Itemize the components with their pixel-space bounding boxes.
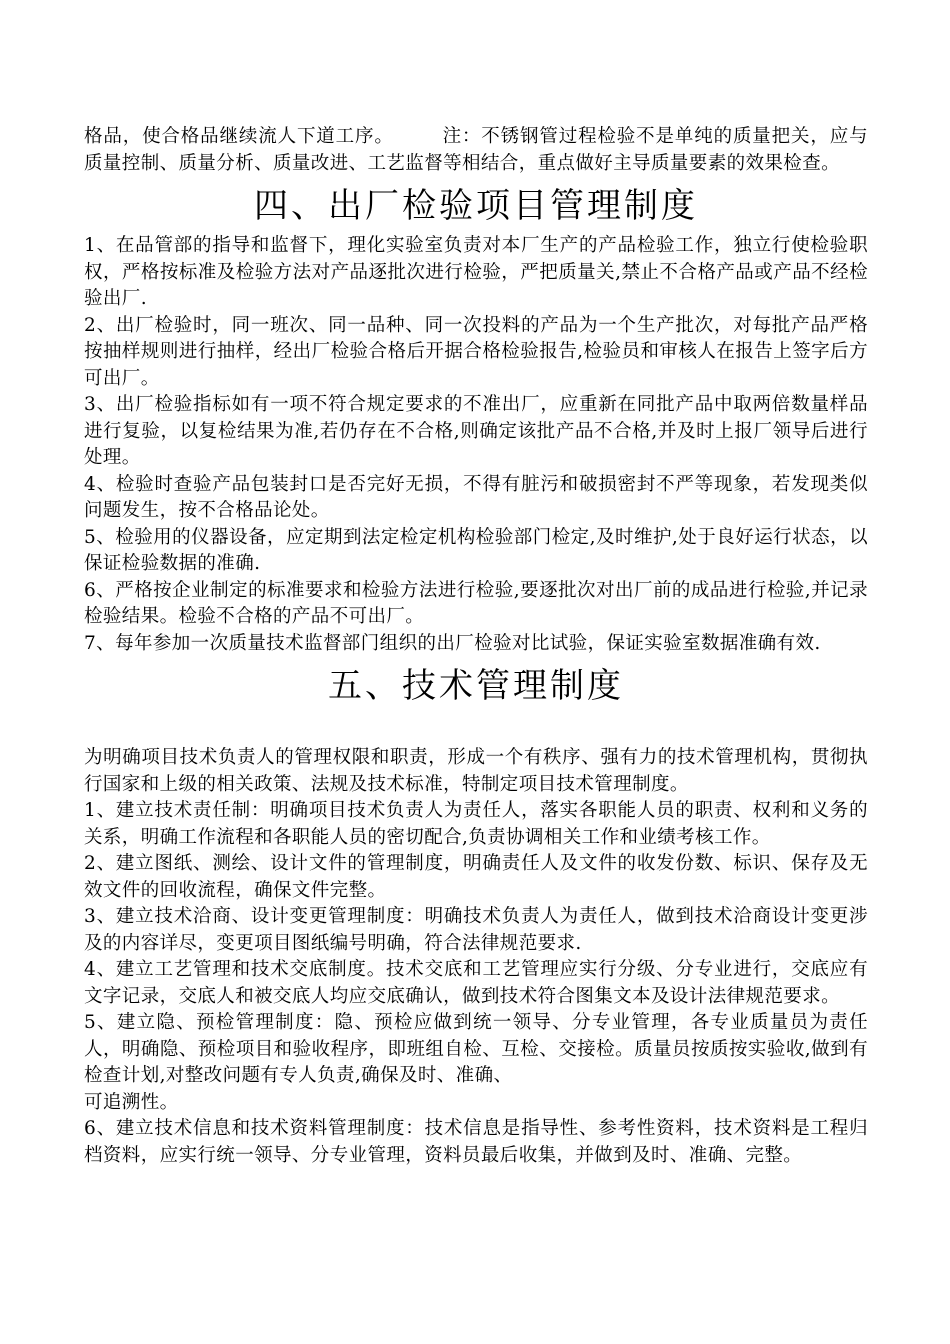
section-4-item-6: 6、严格按企业制定的标准要求和检验方法进行检验,要逐批次对出厂前的成品进行检验,并记录检验结果。检验不合格的产品不可出厂。 xyxy=(84,579,868,627)
section-4-body xyxy=(84,233,868,657)
section-4-item-2: 2、出厂检验时，同一班次、同一品种、同一次投料的产品为一个生产批次，对每批产品严格按抽样规则进行抽样，经出厂检验合格后开据合格检验报告,检验员和审核人在报告上签字后方可出厂。 xyxy=(84,314,868,389)
section-5-body xyxy=(84,745,868,1169)
section-4-item-1: 1、在品管部的指导和监督下，理化实验室负责对本厂生产的产品检验工作，独立行使检验职权，严格按标准及检验方法对产品逐批次进行检验，严把质量关,禁止不合格产品或产品不经检验出厂. xyxy=(84,235,868,309)
section-5-intro: 为明确项目技术负责人的管理权限和职责，形成一个有秩序、强有力的技术管理机构，贯彻执行国家和上级的相关政策、法规及技术标准，特制定项目技术管理制度。 xyxy=(84,747,868,795)
document-page xyxy=(84,124,868,1169)
section-5-item-1: 1、建立技术责任制：明确项目技术负责人为责任人，落实各职能人员的职责、权利和义务的关系，明确工作流程和各职能人员的密切配合,负责协调相关工作和业绩考核工作。 xyxy=(84,800,868,848)
section-4-title: 四、出厂检验项目管理制度 xyxy=(254,186,698,226)
section-5-item-5-continued: 可追溯性。 xyxy=(84,1091,179,1113)
section-5-title: 五、技术管理制度 xyxy=(328,666,624,706)
section-5-item-5: 5、建立隐、预检管理制度：隐、预检应做到统一领导、分专业管理，各专业质量员为责任人，明确隐、预检项目和验收程序，即班组自检、互检、交接检。质量员按质按实验收,做到有检查计划,对整改问题有专人负责,确保及时、准确、 xyxy=(84,1012,868,1086)
section-5-item-4: 4、建立工艺管理和技术交底制度。技术交底和工艺管理应实行分级、分专业进行，交底应有文字记录，交底人和被交底人均应交底确认，做到技术符合图集文本及设计法律规范要求。 xyxy=(84,959,868,1007)
section-5-item-2: 2、建立图纸、测绘、设计文件的管理制度，明确责任人及文件的收发份数、标识、保存及无效文件的回收流程，确保文件完整。 xyxy=(84,853,868,901)
section-4-item-4: 4、检验时查验产品包装封口是否完好无损，不得有脏污和破损密封不严等现象，若发现类似问题发生，按不合格品论处。 xyxy=(84,473,868,521)
intro-paragraph: 格品，使合格品继续流人下道工序。 注：不锈钢管过程检验不是单纯的质量把关，应与质量控制、质量分析、质量改进、工艺监督等相结合，重点做好主导质量要素的效果检查。 xyxy=(84,126,868,174)
section-5-item-6: 6、建立技术信息和技术资料管理制度：技术信息是指导性、参考性资料，技术资料是工程归档资料，应实行统一领导、分专业管理，资料员最后收集，并做到及时、准确、完整。 xyxy=(84,1118,868,1166)
section-4-item-7: 7、每年参加一次质量技术监督部门组织的出厂检验对比试验，保证实验室数据准确有效. xyxy=(84,632,821,654)
section-5-item-3: 3、建立技术洽商、设计变更管理制度：明确技术负责人为责任人，做到技术洽商设计变更涉及的内容详尽，变更项目图纸编号明确，符合法律规范要求. xyxy=(84,906,868,954)
section-4-item-5: 5、检验用的仪器设备，应定期到法定检定机构检验部门检定,及时维护,处于良好运行状态，以保证检验数据的准确. xyxy=(84,526,868,574)
section-4-item-3: 3、出厂检验指标如有一项不符合规定要求的不准出厂，应重新在同批产品中取两倍数量样品进行复验，以复检结果为准,若仍存在不合格,则确定该批产品不合格,并及时上报厂领导后进行处理。 xyxy=(84,394,868,468)
